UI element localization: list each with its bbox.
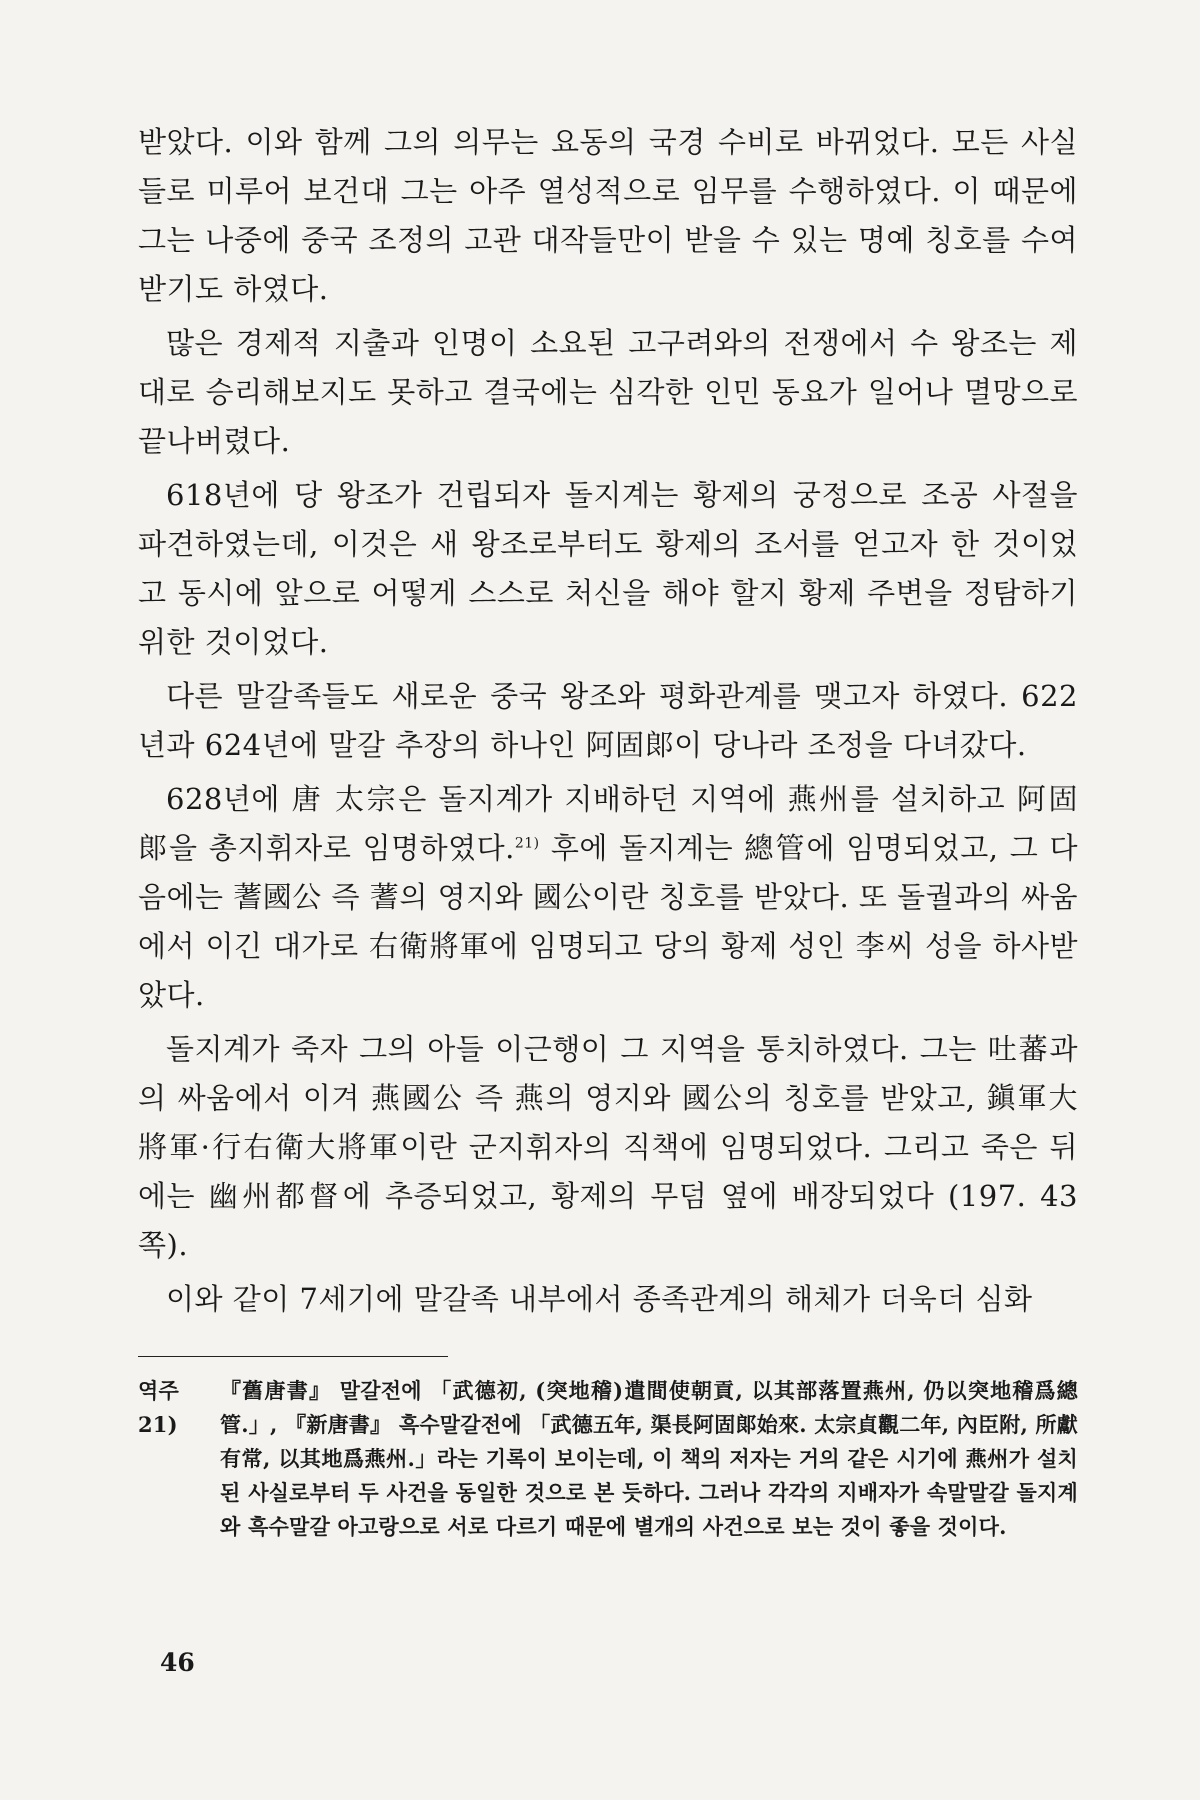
paragraph-with-note (138, 775, 1078, 1020)
paragraph-text: 628년에 唐 太宗은 돌지계가 지배하던 지역에 燕州를 설치하고 阿固郞을 총지휘자로 임명하였다. (138, 782, 1078, 865)
footnote-label: 역주 21) (138, 1378, 179, 1437)
paragraph: 많은 경제적 지출과 인명이 소요된 고구려와의 전쟁에서 수 왕조는 제대로 승리해보지도 못하고 결국에는 심각한 인민 동요가 일어나 멸망으로 끝나버렸다. (138, 326, 1078, 458)
footnote-divider (138, 1356, 448, 1357)
paragraph-text: 후에 돌지계는 總管에 임명되었고, 그 다음에는 蓍國公 즉 蓍의 영지와 國公이란 칭호를 받았다. 또 돌궐과의 싸움에서 이긴 대가로 右衛將軍에 임명되고 당의 황제 성인 李씨 성을 하사받았다. (138, 831, 1078, 1012)
paragraph: 받았다. 이와 함께 그의 의무는 요동의 국경 수비로 바뀌었다. 모든 사실들로 미루어 보건대 그는 아주 열성적으로 임무를 수행하였다. 이 때문에 그는 나중에 중국 조정의 고관 대작들만이 받을 수 있는 명예 칭호를 수여받기도 하였다. (138, 125, 1078, 306)
footnote-text: 『舊唐書』 말갈전에 「武德初, (突地稽)遣間使朝貢, 以其部落置燕州, 仍以突地稽爲總管.」, 『新唐書』 흑수말갈전에 「武德五年, 渠長阿固郞始來. 太宗貞觀二年, 內臣附, 所獻有常, 以其地爲燕州.」라는 기록이 보이는데, 이 책의 저자는 거의 같은 시기에 燕州가 설치된 사실로부터 두 사건을 동일한 것으로 본 듯하다. 그러나 각각의 지배자가 속말말갈 돌지계와 흑수말갈 아고랑으로 서로 다르기 때문에 별개의 사건으로 보는 것이 좋을 것이다. (220, 1378, 1078, 1539)
paragraph: 618년에 당 왕조가 건립되자 돌지계는 황제의 궁정으로 조공 사절을 파견하였는데, 이것은 새 왕조로부터도 황제의 조서를 얻고자 한 것이었고 동시에 앞으로 어떻게 스스로 처신을 해야 할지 황제 주변을 정탐하기 위한 것이었다. (138, 478, 1078, 659)
main-text (138, 118, 1078, 1329)
paragraph: 이와 같이 7세기에 말갈족 내부에서 종족관계의 해체가 더욱더 심화 (166, 1282, 1033, 1316)
page-number: 46 (160, 1648, 195, 1677)
paragraph: 돌지계가 죽자 그의 아들 이근행이 그 지역을 통치하였다. 그는 吐蕃과의 싸움에서 이겨 燕國公 즉 燕의 영지와 國公의 칭호를 받았고, 鎭軍大將軍·行右衛大將軍이란 군지휘자의 직책에 임명되었다. 그리고 죽은 뒤에는 幽州都督에 추증되었고, 황제의 무덤 옆에 배장되었다 (197. 43쪽). (138, 1032, 1078, 1262)
footnote-reference: 21) (514, 835, 540, 852)
footnote (138, 1374, 1078, 1544)
paragraph: 다른 말갈족들도 새로운 중국 왕조와 평화관계를 맺고자 하였다. 622년과 624년에 말갈 추장의 하나인 阿固郞이 당나라 조정을 다녀갔다. (138, 679, 1078, 762)
